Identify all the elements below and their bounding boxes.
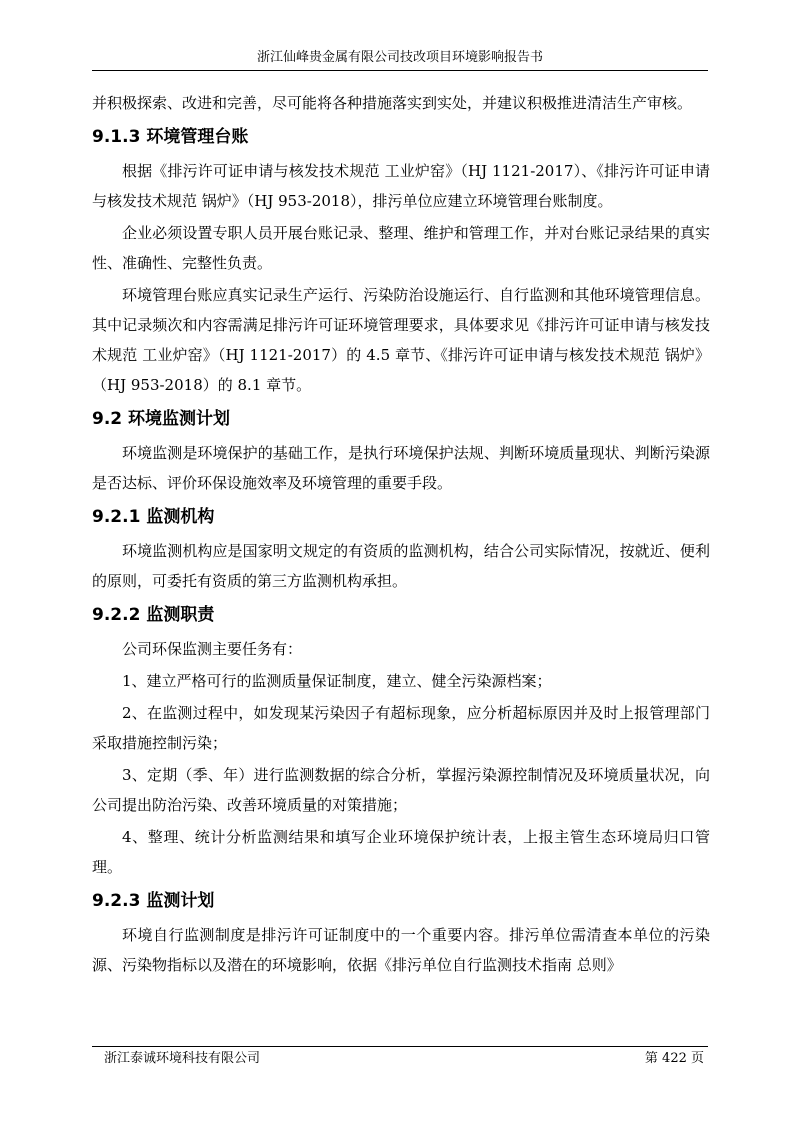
paragraph: 环境监测机构应是国家明文规定的有资质的监测机构，结合公司实际情况，按就近、便利的原则，可委托有资质的第三方监测机构承担。	[92, 542, 710, 590]
paragraph: 环境自行监测制度是排污许可证制度中的一个重要内容。排污单位需清查本单位的污染源、污染物指标以及潜在的环境影响，依据《排污单位自行监测技术指南 总则》	[92, 926, 710, 974]
section-heading: 9.2.1 监测机构	[92, 507, 215, 527]
footer-company: 浙江泰诚环境科技有限公司	[104, 1051, 261, 1066]
paragraph: 环境管理台账应真实记录生产运行、污染防治设施运行、自行监测和其他环境管理信息。其中记录频次和内容需满足排污许可证环境管理要求，具体要求见《排污许可证申请与核发技术规范 工业炉窑》（HJ 1121-2017）的 4.5 章节、《排污许可证申请与核发技术规范 锅炉》（HJ 953-2018）的 8.1 章节。	[92, 286, 710, 394]
section-heading: 9.2.2 监测职责	[92, 605, 215, 625]
paragraph: 公司环保监测主要任务有：	[122, 640, 303, 658]
section-heading: 9.2.3 监测计划	[92, 891, 215, 911]
paragraph: 环境监测是环境保护的基础工作，是执行环境保护法规、判断环境质量现状、判断污染源是否达标、评价环保设施效率及环境管理的重要手段。	[92, 444, 710, 492]
header-title: 浙江仙峰贵金属有限公司技改项目环境影响报告书	[256, 50, 543, 65]
paragraph: 3、定期（季、年）进行监测数据的综合分析，掌握污染源控制情况及环境质量状况，向公司提出防治污染、改善环境质量的对策措施；	[92, 766, 710, 814]
page-header	[92, 48, 708, 71]
paragraph: 1、建立严格可行的监测质量保证制度，建立、健全污染源档案；	[122, 672, 552, 690]
paragraph: 4、整理、统计分析监测结果和填写企业环境保护统计表，上报主管生态环境局归口管理。	[92, 828, 710, 876]
paragraph: 根据《排污许可证申请与核发技术规范 工业炉窑》（HJ 1121-2017）、《排污许可证申请与核发技术规范 锅炉》（HJ 953-2018），排污单位应建立环境管理台账制度。	[92, 162, 710, 210]
document-body	[92, 88, 710, 982]
paragraph: 2、在监测过程中，如发现某污染因子有超标现象，应分析超标原因并及时上报管理部门采取措施控制污染；	[92, 704, 710, 752]
section-heading: 9.2 环境监测计划	[92, 409, 231, 429]
page-number: 第 422 页	[644, 1051, 704, 1066]
paragraph: 企业必须设置专职人员开展台账记录、整理、维护和管理工作，并对台账记录结果的真实性、准确性、完整性负责。	[92, 224, 710, 272]
section-heading: 9.1.3 环境管理台账	[92, 127, 249, 147]
paragraph: 并积极探索、改进和完善，尽可能将各种措施落实到实处，并建议积极推进清洁生产审核。	[92, 94, 693, 112]
page-footer	[92, 1046, 708, 1069]
